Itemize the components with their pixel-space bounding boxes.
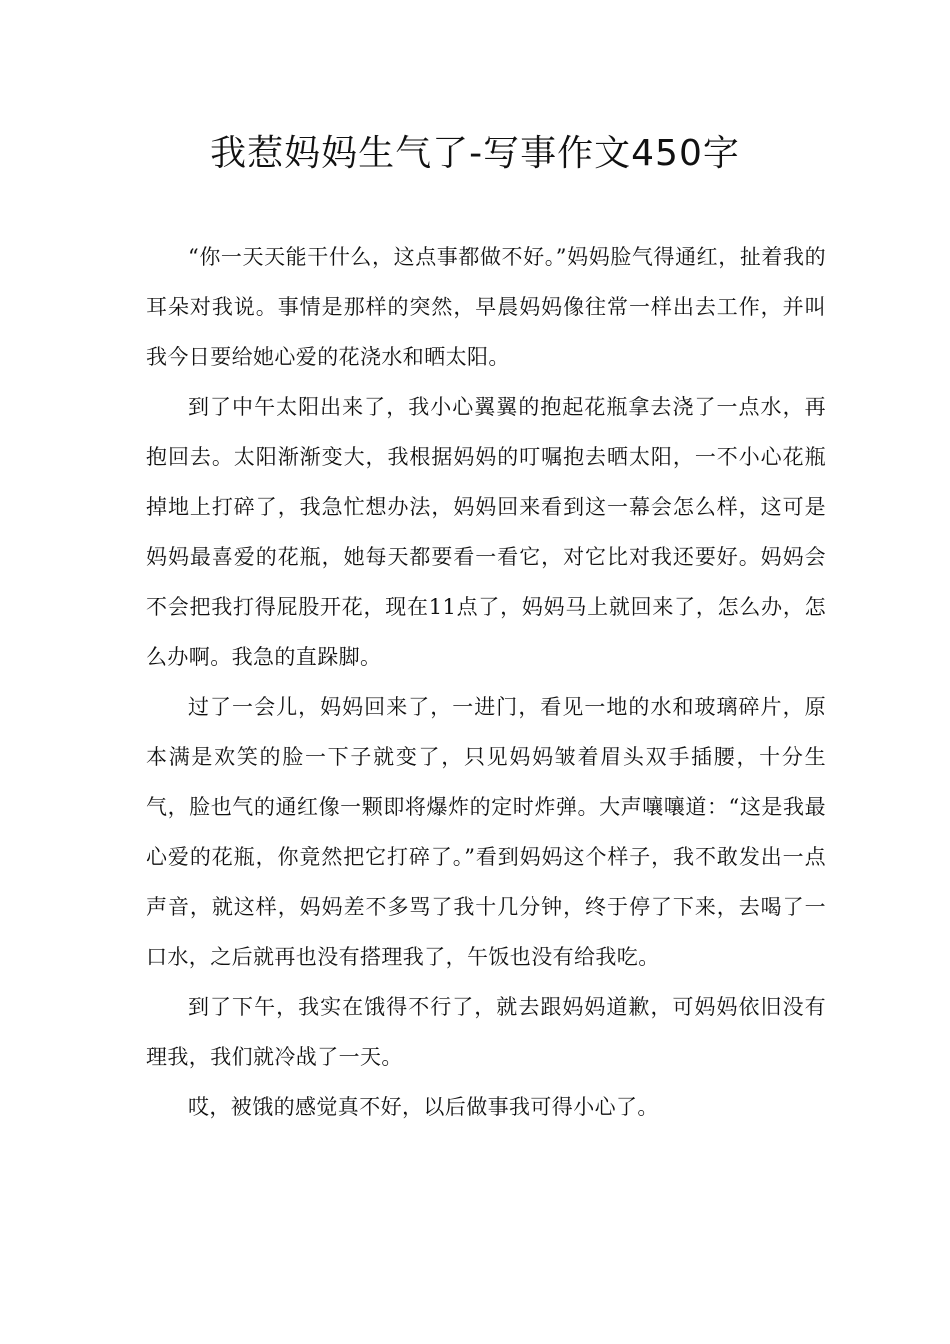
document-body	[146, 232, 826, 1132]
paragraph-1: “你一天天能干什么，这点事都做不好。”妈妈脸气得通红，扯着我的耳朵对我说。事情是那样的突然，早晨妈妈像往常一样出去工作，并叫我今日要给她心爱的花浇水和晒太阳。	[146, 245, 826, 369]
paragraph-2: 到了中午太阳出来了，我小心翼翼的抱起花瓶拿去浇了一点水，再抱回去。太阳渐渐变大，我根据妈妈的叮嘱抱去晒太阳，一不小心花瓶掉地上打碎了，我急忙想办法，妈妈回来看到这一幕会怎么样，这可是妈妈最喜爱的花瓶，她每天都要看一看它，对它比对我还要好。妈妈会不会把我打得屁股开花，现在11点了，妈妈马上就回来了，怎么办，怎么办啊。我急的直跺脚。	[146, 395, 826, 669]
paragraph-3: 过了一会儿，妈妈回来了，一进门，看见一地的水和玻璃碎片，原本满是欢笑的脸一下子就变了，只见妈妈皱着眉头双手插腰，十分生气，脸也气的通红像一颗即将爆炸的定时炸弹。大声嚷嚷道：“这是我最心爱的花瓶，你竟然把它打碎了。”看到妈妈这个样子，我不敢发出一点声音，就这样，妈妈差不多骂了我十几分钟，终于停了下来，去喝了一口水，之后就再也没有搭理我了，午饭也没有给我吃。	[146, 695, 826, 969]
document-title: 我惹妈妈生气了-写事作文450字	[210, 133, 740, 174]
paragraph-5: 哎，被饿的感觉真不好，以后做事我可得小心了。	[188, 1095, 659, 1119]
paragraph-4: 到了下午，我实在饿得不行了，就去跟妈妈道歉，可妈妈依旧没有理我，我们就冷战了一天。	[146, 995, 826, 1069]
